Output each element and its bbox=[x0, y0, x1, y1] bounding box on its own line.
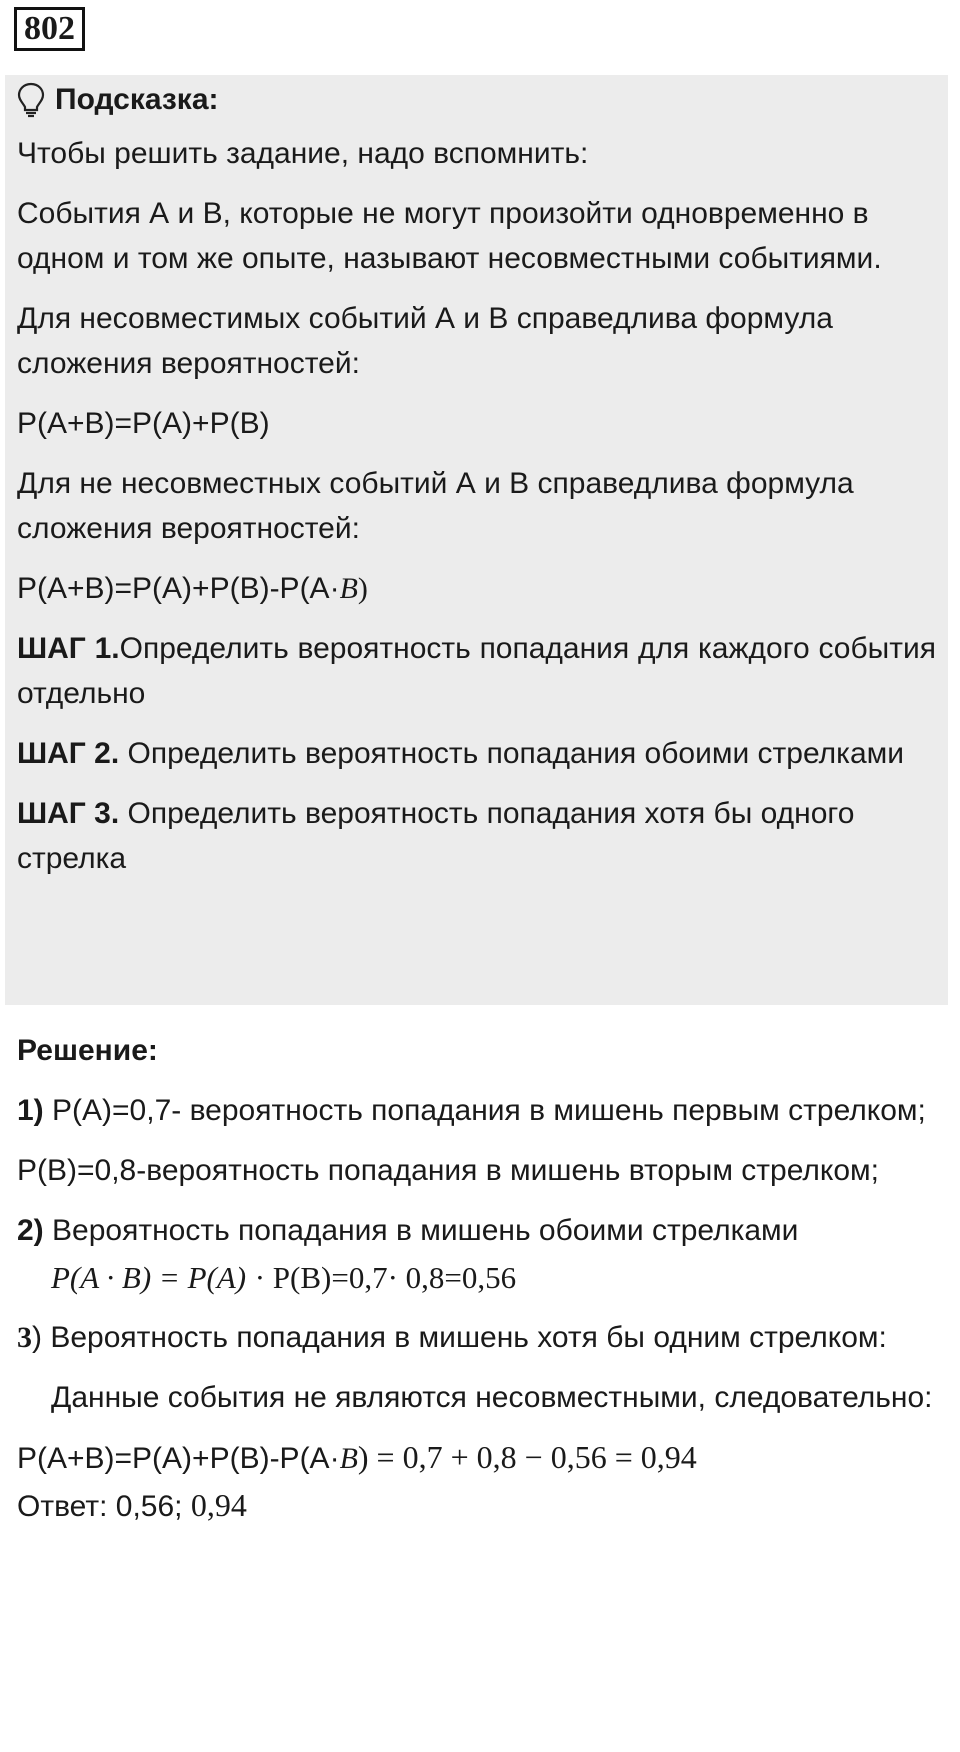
hint-formula-1: P(A+B)=P(A)+P(B) bbox=[17, 407, 270, 440]
formula-text: P(A · B) = P(A) bbox=[51, 1260, 247, 1295]
hint-intro: Чтобы решить задание, надо вспомнить: bbox=[17, 137, 589, 170]
answer bbox=[17, 1483, 952, 1529]
formula-variable: B bbox=[339, 1442, 358, 1475]
hint-rule-1: Для несовместимых событий А и В справедлива формула сложения вероятностей: bbox=[17, 302, 833, 380]
formula-text: ) bbox=[357, 572, 368, 605]
solution-title: Решение: bbox=[17, 1034, 158, 1067]
solution-step-3-note: Данные события не являются несовместными, следовательно: bbox=[51, 1381, 933, 1414]
formula-variable: B bbox=[339, 572, 358, 605]
step-text: Определить вероятность попадания для каждого события отдельно bbox=[17, 632, 936, 710]
hint-step-3 bbox=[17, 791, 936, 881]
solution-step-3 bbox=[17, 1315, 952, 1360]
step-text: Определить вероятность попадания обоими стрелками bbox=[127, 737, 905, 770]
hint-formula-2 bbox=[17, 566, 936, 611]
step-label: ШАГ 3. bbox=[17, 797, 120, 830]
lightbulb-icon bbox=[17, 82, 45, 118]
hint-box bbox=[5, 75, 948, 1005]
formula-text: ) = 0,7 + 0,8 − 0,56 = 0,94 bbox=[357, 1439, 697, 1475]
solution-step-1b: P(B)=0,8-вероятность попадания в мишень вторым стрелком; bbox=[17, 1154, 880, 1187]
step-label: 1) bbox=[17, 1094, 44, 1127]
solution-step-2 bbox=[17, 1208, 952, 1253]
answer-label: Ответ: 0,56; bbox=[17, 1490, 183, 1523]
step-label: ШАГ 2. bbox=[17, 737, 120, 770]
solution-section bbox=[17, 1028, 952, 1544]
solution-step-2-formula bbox=[17, 1255, 952, 1300]
formula-text: P(A+B)=P(A)+P(B)-P(A· bbox=[17, 1442, 340, 1475]
step-label: 2) bbox=[17, 1214, 44, 1247]
step-label: 3 bbox=[17, 1321, 32, 1354]
step-text: P(A)=0,7- вероятность попадания в мишень первым стрелком; bbox=[52, 1094, 926, 1127]
hint-step-1 bbox=[17, 626, 936, 716]
step-label: ШАГ 1. bbox=[17, 632, 120, 665]
solution-final-formula bbox=[17, 1435, 952, 1481]
step-text: ) Вероятность попадания в мишень хотя бы одним стрелком: bbox=[32, 1321, 887, 1354]
hint-title: Подсказка: bbox=[55, 83, 219, 116]
solution-step-1 bbox=[17, 1088, 952, 1133]
answer-value: 0,94 bbox=[190, 1487, 247, 1523]
hint-definition: События А и В, которые не могут произойти одновременно в одном и том же опыте, называют несовместными событиями. bbox=[17, 197, 882, 275]
formula-text: P(A+B)=P(A)+P(B)-P(A· bbox=[17, 572, 340, 605]
hint-rule-2: Для не несовместных событий А и В справедлива формула сложения вероятностей: bbox=[17, 467, 854, 545]
step-text: Определить вероятность попадания хотя бы одного стрелка bbox=[17, 797, 855, 875]
formula-text: · P(B)=0,7· 0,8=0,56 bbox=[254, 1260, 517, 1295]
task-number: 802 bbox=[14, 7, 85, 51]
hint-header bbox=[17, 77, 936, 122]
step-text: Вероятность попадания в мишень обоими стрелками bbox=[52, 1214, 799, 1247]
hint-step-2 bbox=[17, 731, 936, 776]
